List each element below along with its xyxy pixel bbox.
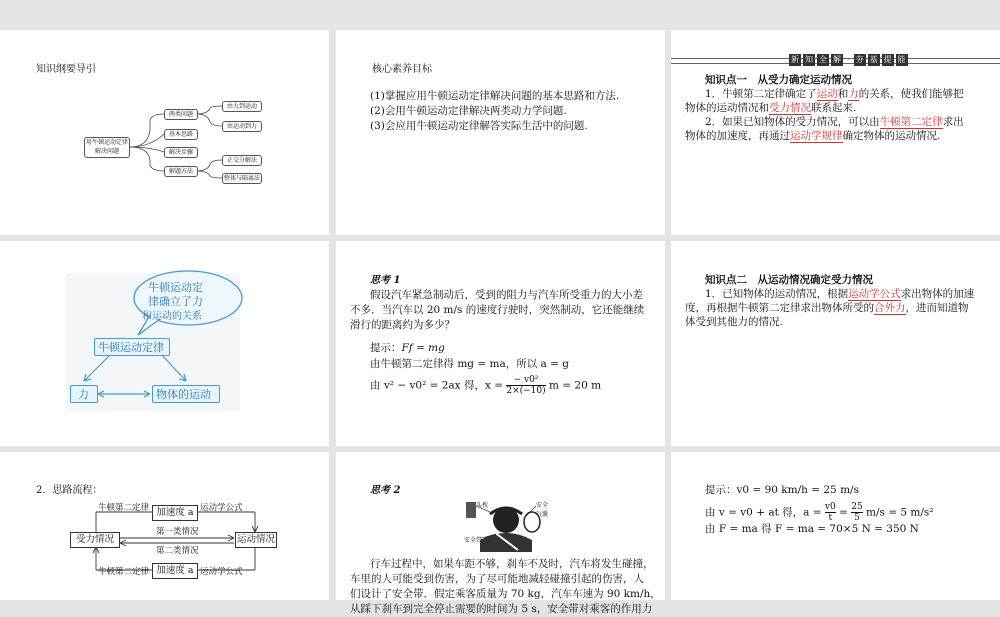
text: 提示： [370,342,402,354]
hint-line-3 [370,375,601,396]
branch-two-problems: 两类问题 [164,109,198,120]
text: 1．已知物体的运动情况，根据 [705,288,849,300]
text: 1 [393,275,401,286]
text: 2．如果已知物体的受力情况，可以由 [705,116,880,128]
question-line-1: 行车过程中，如果车距不够，刹车不及时，汽车将发生碰撞， [370,558,654,570]
leaf-force-to-motion: 由力到运动 [222,101,262,112]
think-label [370,483,400,498]
paragraph-1-line-1 [705,87,964,102]
bubble-line-2: 律确立了力 [148,295,203,308]
goal-item-2: (2)会用牛顿运动定律解决两类动力学问题. [370,105,567,117]
fraction [506,375,545,396]
text: 物体的加速度，再通过 [685,130,790,142]
leaf-whole-isolate: 整体与隔离法 [223,175,260,182]
text: 的关系，使我们能够把 [858,88,964,100]
slide-core-goals[interactable] [336,30,665,235]
paragraph-2-line-2 [685,129,940,144]
denominator: 2×(−10) [506,386,546,396]
label-second-case: 第二类情况 [156,546,199,556]
think-label [370,273,400,288]
slide-title: 核心素养目标 [372,64,432,75]
text: 由 v = v0 + at 得，a = [705,506,822,519]
hint-line-1 [370,341,445,356]
numerator: v0 [824,502,836,512]
text: 思考 [370,485,390,496]
banner-char: 新 [791,55,799,64]
denominator: t [825,512,836,523]
question-line-3: 滑行的距离约为多少？ [350,319,455,331]
text: 物体的运动情况和 [685,102,769,114]
slide-knowledge-point-2[interactable] [671,241,1000,446]
hint-line-2 [705,502,933,523]
label-seatbelt: 安全带 [464,537,483,544]
question-line-3: 们设计了安全带．假定乘客质量为 70 kg，汽车车速为 90 km/h， [350,588,661,600]
text: m/s = 5 m/s² [866,506,934,519]
text: 由 v² − v0² = 2ax 得，x = [370,379,504,392]
center-label: 牛顿运动定律 [98,341,164,354]
text: m = 20 m [549,379,602,392]
slide-knowledge-outline[interactable] [0,30,329,235]
branch-steps: 解决步骤 [164,147,198,158]
label-newton-bottom: 牛顿第二定律 [98,567,150,577]
slide-think-2[interactable] [336,452,665,615]
fraction [851,502,862,523]
question-line-1: 假设汽车紧急制动后，受到的阻力与汽车所受重力的大小差 [370,289,643,301]
paragraph-line-1 [705,287,974,302]
text: 和 [837,88,849,100]
bubble-line-1: 牛顿运动定 [148,281,203,294]
blank-answer: 运动学规律 [790,130,843,142]
force-box: 受力情况 [70,532,120,548]
numerator: 25 [851,502,863,512]
fraction [825,502,836,523]
motion-box: 运动情况 [235,532,277,548]
leaf-orthogonal: 正交分解法 [222,155,262,166]
slide-newton-law-diagram[interactable] [0,241,329,446]
branch-methods: 解题方法 [164,166,198,177]
paragraph-2-line-1 [705,115,964,130]
hint-line-3: 由 F = ma 得 F = ma = 70×5 N = 350 N [705,523,919,535]
branch-basic-idea: 基本思路 [164,129,198,140]
denominator: 5 [851,512,862,523]
paragraph-line-2 [685,301,969,316]
banner-char: 提 [883,55,892,64]
label-kinematics-top: 运动学公式 [200,503,243,513]
goal-item-1: (1)掌握应用牛顿运动定律解决问题的基本思路和方法. [370,90,620,102]
slide-knowledge-point-1[interactable] [671,30,1000,235]
section-heading: 知识点二 从运动情况确定受力情况 [705,274,873,286]
banner-char: 夯 [855,55,864,64]
text: 联系起来. [811,102,857,114]
leaf-motion-to-force: 由运动到力 [222,121,262,132]
section-banner [789,54,908,66]
slide-title: 知识纲要导引 [36,64,96,75]
mind-map-root: 用牛顿运动定律解决问题 [84,137,130,158]
label-newton-top: 牛顿第二定律 [98,503,150,513]
banner-char: · [847,55,850,64]
banner-char: 全 [819,55,827,64]
force-label: 力 [78,388,89,401]
blank-answer: 力 [848,88,859,100]
numerator: − v0² [513,375,539,385]
slide-title: 2．思路流程： [36,485,103,496]
slide-flow-chart[interactable] [0,452,329,600]
question-line-2: 不多．当汽车以 20 m/s 的速度行驶时，突然制动，它还能继续 [350,304,645,316]
section-heading: 知识点一 从受力确定运动情况 [705,74,852,86]
blank-answer: 牛顿第二定律 [879,116,943,128]
hint-line-2: 由牛顿第二定律得 mg = ma，所以 a = g [370,358,569,370]
blank-answer: 运动学公式 [848,288,901,300]
banner-char: 能 [897,55,906,64]
hint-line-1: 提示：v0 = 90 km/h = 25 m/s [705,484,859,496]
text: = [839,506,848,519]
accel-box-top: 加速度 a [152,505,198,521]
text: 度，再根据牛顿第二定律求出物体所受的 [685,302,874,314]
motion-label: 物体的运动 [156,388,211,401]
bubble-line-3: 和运动的关系 [142,311,202,322]
question-line-4: 从踩下刹车到完全停止需要的时间为 5 s，安全带对乘客的作用力 [350,603,653,615]
banner-char: 解 [833,55,841,64]
accel-box-bottom: 加速度 a [152,563,198,579]
paragraph-1-line-2 [685,101,856,116]
paragraph-line-3: 体受到其他力的情况. [685,316,783,328]
text: ，进而知道物 [905,302,969,314]
text: 1．牛顿第二定律确定了 [705,88,817,100]
banner-char: 基 [869,55,878,64]
blank-answer: 运动 [816,88,838,100]
question-line-2: 车里的人可能受到伤害，为了尽可能地减轻碰撞引起的伤害，人 [350,573,644,585]
text: 求出 [942,116,964,128]
banner-char: 知 [805,55,813,64]
label-headrest: 头枕 [476,502,489,509]
slide-hint-2[interactable] [671,452,1000,600]
text: 确定物体的运动情况. [842,130,941,142]
formula: Ff = mg [401,342,445,354]
label-first-case: 第一类情况 [156,527,199,537]
blank-answer: 合外力 [874,302,906,314]
label-kinematics-bottom: 运动学公式 [200,567,243,577]
text: 2 [393,485,401,496]
text: 求出物体的加速 [900,288,975,300]
text: 思考 [370,275,390,286]
blank-answer: 受力情况 [769,102,811,114]
goal-item-3: (3)会应用牛顿运动定律解答实际生活中的问题. [370,120,588,132]
label-airbag: 安全气囊 [536,502,549,518]
slide-think-1[interactable] [336,241,665,446]
